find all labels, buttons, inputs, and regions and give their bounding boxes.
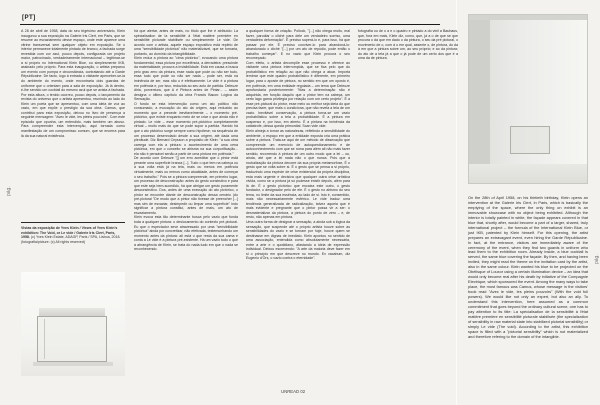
left-margin-pagenum: pág.	[6, 186, 12, 196]
vitrine-front	[37, 316, 107, 362]
vitrine-photo	[21, 272, 125, 376]
text-column-2	[134, 29, 238, 375]
paragraph: Uma outra forma de designar a sensação, a ainda sob a lógica da sensação, que suspende até o próprio artista houve sobre as sensibilidades do vazio e se tornam por hoje, houve quem se destinasse em dignas de imediato. Klein apontou no sentido de uma associação, entendida como absolutamente necessária, entre a arte e o quotidiano, afastando a ideia de expressão individual. Deixou escrevendo: "A arte da maioria deve fazer em si o princípio em que descreve no mundo. Ex vacabum, diz Eugenio d'Ors, o vazio contra o eternidade".	[246, 219, 350, 261]
caption-credit: (c) Yves Klein Estate, ADAGP, Paris / SPA, Lisboa, 2018. (fotografia/picture: (c) All rights reserved)	[21, 235, 121, 244]
text-column-1	[21, 29, 125, 209]
section-label: [PT]	[22, 14, 36, 21]
paragraph: O fundo se esta intervenção como um ato político não consumado, a evocação do ato da origem, aqui reduzido ao momento que a precede inevitavelmente – o momento pré-pictórico, que existe enquanto meio de se criar o que ainda não é pintado. Le vide – esse momento pré-pictórico completamente virtual – muito mais do que se pode supor a partida. Havido há que o ato pictórico surge sempre como hipótese; na sequência de um processo desenrolado desde a sua origem, até dada uma plenitude. Diz Bernard Ceysson a propósito de Klein: "a sua obra carrega com ela a pintura: o acontecimento de uma cena pictórica, em que o conceito se abisma na sua corporificação... ela não é pensável senão a partir de uma pintura em potência."	[134, 101, 238, 156]
text-column-3	[246, 29, 350, 375]
paragraph: Klein evoca esta tão determinante busca pelo vazio que funda toda a qualquer pintura: o deslocamento do contexto pré-pictural. Eu que o espectador seve atravessado por uma "sensibilidade pictórica" ainda por concretizar, não efetivada, testemunhando um momento antes da pintura: ali está o que resta da sua cama e conta a Le vide é a pintura pré-existente. Há um vazio tudo o que a abrangência de Klein, se trata do nada-tudo em que o nada se reconhecendo.	[134, 215, 238, 252]
paragraph: há que alertar, antes de mais, no título que lhe é atribuído: La spécialisation de la sensibilité à l'état matière première en sensibilité picturale stabilisée ou simplesmente Le vide. De acordo com o artista, aquele espaço expositivo está repleto de uma "sensibilidade pictórica" não materializável, que se tornaria, portanto, ao domínio da intangibilidade.	[134, 29, 238, 56]
text-column-4	[358, 29, 458, 375]
paragraph: Com efeito, o artista decompõe esse processo e oferece ao visitante uma pintura interrompida, que se fica pelo que do probabilístico em relação ao que não chega a atuar. Importa lembrar que este quadro probabilístico é diferente, em primeiro lugar, para o aposte de pintura, no sentido em que um oposto é, em potência, em uma entidade regulada – um tema que Deleuze aprofundaria posteriormente: "Mas a determinação não é adquirida, em função daquilo que o pintor tem na cabeça, um certo lago gama privilegia por relação com um certo projeto". É a esse pré-pictural do pintor, esse meio ou melhor seja ideia do que precisa fazer, que mais o condiciona, que não revela a tela de um vazio. Inevitável conservação, a pintura torna-se um vazio probabilístico sobre a tela a probabilidade. É a pintura em suspenso e, por isso, em aberto. É a pintura na iminência da catástrofe, dessa queda primordial. Scan vide vide.	[246, 60, 350, 129]
vitrine-top	[39, 308, 105, 316]
paragraph: a qualquer forma de criação. Pollock, "[...] não chega muito, mal fazer, parodiar o cliché para dele um verdadeiro sorriso, uma verdadeira deformação". É preciso superá-lo e, para isso, há que passar por ele. É preciso conviver-lo para abandoná-lo: abandonado o cliché "[...] por um ato de repúdio, pode então o trabalho começar". E no vazio que Klein procura o seu recomeçado.	[246, 29, 350, 61]
photo-frame	[468, 14, 588, 184]
paragraph: On the 28th of April 1958, on his thirtieth birthday, Klein opens an intervention at the Galerie Iris Clert, in Paris, which is basically the emptying of the space, where the only thing on exhibit is an immovable showcase with no object being exhibited. Although the interior is totally painted in white, the façade appears covered in that blue that, shortly after, would become a part of a larger, shared, truly international project – the formula of the International Klein Blue, or just IKB, patented by Klein himself. For this opening, the artist prepares an extravagant event, even hiring the Garde Républicaine. In fact, at the entrance, visitors are immediately aware of the ceremony of the event, when they find two guards in uniform who lead them to the exhibition room. Already inside, a blue cocktail is served, the same blue covering the façade. By then, and having been invited, they might read the theme on the invitation card by the artist, also in the same colour. Klein wanted his blue to be projected on the Obélisque of Louxor using a certain illumination device – an idea that would only become real after his death by initiative of the Compagnie Electrique, which sponsored the event. Among the many ways to take place, the most famous was Camus, whose message in the visitors' book read "Avec le vide, les pleins pouvoirs" (With the void full powers). We would like not only an expert, but also an ally. To understand this intervention, here assumed as a common commitment that goes beyond the ordinary cultural scene, one has to pay attention to its title: La spécialisation de la sensibilité à l'état matière première en sensibilité picturale stabilisée (the specialization of sensibility in raw material state into stabilized pictorial sensibility) or simply Le vide (The void). According to the artist, this exhibition space is filled with a "pictorial sensibility" which is not materialized and therefore refering to the domain of the intangible.	[468, 195, 589, 339]
right-margin-pagenum: pág.	[594, 254, 600, 264]
header-rule	[20, 24, 440, 25]
caption-title: Vistas da exposição de Yves Klein / Views of Yves Klein's exhibition: The Void, or Le vide / Galerie Iris Clert, Paris, 1958.	[21, 226, 118, 239]
paragraph: fotografia ou de o a e o quadro e pintado a do vinil a Bauhaus, que, fora em mais, Klein diz, como, que, já a o de que se que procura o da que em dado o da pintura, o seu da pré pictural, o movimento de o, com à o em qual, assente o, de pintura, do da à em que a pintura sobre um, ao seu próprio; e ao da pintura; do ato de a tela já a que o já pode de um certo dos que é a uma da de pintura.	[358, 29, 458, 61]
paragraph: A 28 de abril de 1958, data do seu trigésimo aniversário, Klein inaugurou a sua exposição na Galerie Iris Clert, em Paris, que se resume ao esvaziamento desse espaço, onde este aparece uma vitrine transversal sem qualquer objeto em exposição. Se o interior permanece totalmente pintado de branco, a fachada surge revestida com cor azul, pouco depois, configurada um projeto maior, patrocinado, verdadeiramente internacional – legitimar-se a si próprio no International Klein Blue, ou simplesmente IKB, assinado pelo próprio. Para esta inauguração, o artista preparou um evento com pompa e circunstância, contratando até a Garde Républicaine. De facto, logo à entrada o visitante aperceber-se-ia do ambiente do evento, onde encontraria dois guardas de uniforme que o orientam para a sala de exposição. Já lá dentro, é-lhe servido um cocktail do mesmo azul que se avista à fachada. Por esta altura, o tenido ocorreu, pouco depois, o lançamento da revista do universo que o artista apresentou, reunindo ao lado do Klein um poeta que se apresentou, com uma ideia de voz ao vazio, em que expõe o prestígio da sua obra. Camus, que contribuí para esta exposição, deixou no livro de presença a seguinte mensagem: "Avec le vide, les pleins pouvoirs". Com este episódio que opunha, um entendido, mais também um abuso. Para compreender esta intervenção, aqui tornada como manifestação de um compromisso comum, que se encerra para lá da sua natural existência.	[21, 29, 125, 138]
vitrine-shadow	[33, 362, 113, 366]
caption-rule	[21, 222, 125, 223]
paragraph: De acordo com Deleuze "[] um erro acreditar que o pintor está perante uma superfície branca [...]. Tudo o que tem na cabeça ou à sua volta está já na tela, mais ou menos em potência virtualmente, mais ou menos como atualidade, antes de começar o seu trabalho." Pois se a pintura compreende, em primeiro lugar, um processo de desconstrução: antes do gesto construtivo e para que este seja bem-sucedido, há que abrigar um gesto puramente desconstrutivo. Dos, antes de uma execução do ato pictórico, o pintor se encontre diante de desconstrução dessa cenário (do pré-pictural "De modo que a pintor não tivesse de preencher [...] mas sim de esvaziar, desimpedir ou limpar uma superfície" indo significar a pintura constituí, antes de mais, um ato de esvaziamento.	[134, 156, 238, 215]
paragraph: Klein reduz a pintura ao "cima pictórico", evocando uma pintura fundamental, essa pictura por excelência, a derradeira: prescinde da materialidade, procura a invisibilidade. Está em causa a busca pelo grau zero da pintura, esse nada que pode ou não ser tudo, essa tudo que pode ou não ser nada – pode ser, está na iminência de ser, mas não o é efetivamente. Le vide é a pintura em potência e, por isso, reduzida ao seu acto de partida. Deleuze diria, porventura, que A é Pintura antes de Pintar... – assim designa o último capítulo da obra Francis Bacon: Lógica da Sensação.	[134, 56, 238, 102]
gallery-photo	[468, 14, 588, 184]
figure-caption	[21, 226, 125, 244]
paragraph: Klein almeja a tomar as naturalezas, refletindo a sensibilidade do ambiente, o espaço em que a entidade exposta cria uma prática sobre a pintura. Trata-se aqui de um método de dissecação que compreende um exercício de autoquestionamento e de autoconhecimento com que se ruma para além ali não mais fazer sentido, recorrendo à pintura de um outro modo que a lei – ou, ainda, até que a lei nada não o que nunca. Pois que a roubalização da pintura decorre da sua própria metamorfose, É o gesto que se volta sobre si. É o gesto que se pensa a si próprio, traduzindo uma espécie de crise existencial da própria disciplina, esta mais urgente e decisiva que qualquer outra crise artística vivida, como se a pintura já só pudesse existir depois, além para lá de. É o gesto pictórico que encaixa este outro, o gesto fundador, o designador pelo de ele. É o gesto no abismo do seu tema, no limite da sua essência, ao lado de si. Isto é, consentido, mais não necessariamente esférico. Le vide traduz uma tendência generalizada de radicalização, talvez aquela que é mais evidente e pregnante que o pintor possa vir a ser: o desmaterializar da pintura, a pintura do ponto de zero – e, de resto, não apenas em pintura.	[246, 129, 350, 220]
folio: UNREAD 02	[281, 389, 306, 394]
english-text	[468, 196, 588, 340]
